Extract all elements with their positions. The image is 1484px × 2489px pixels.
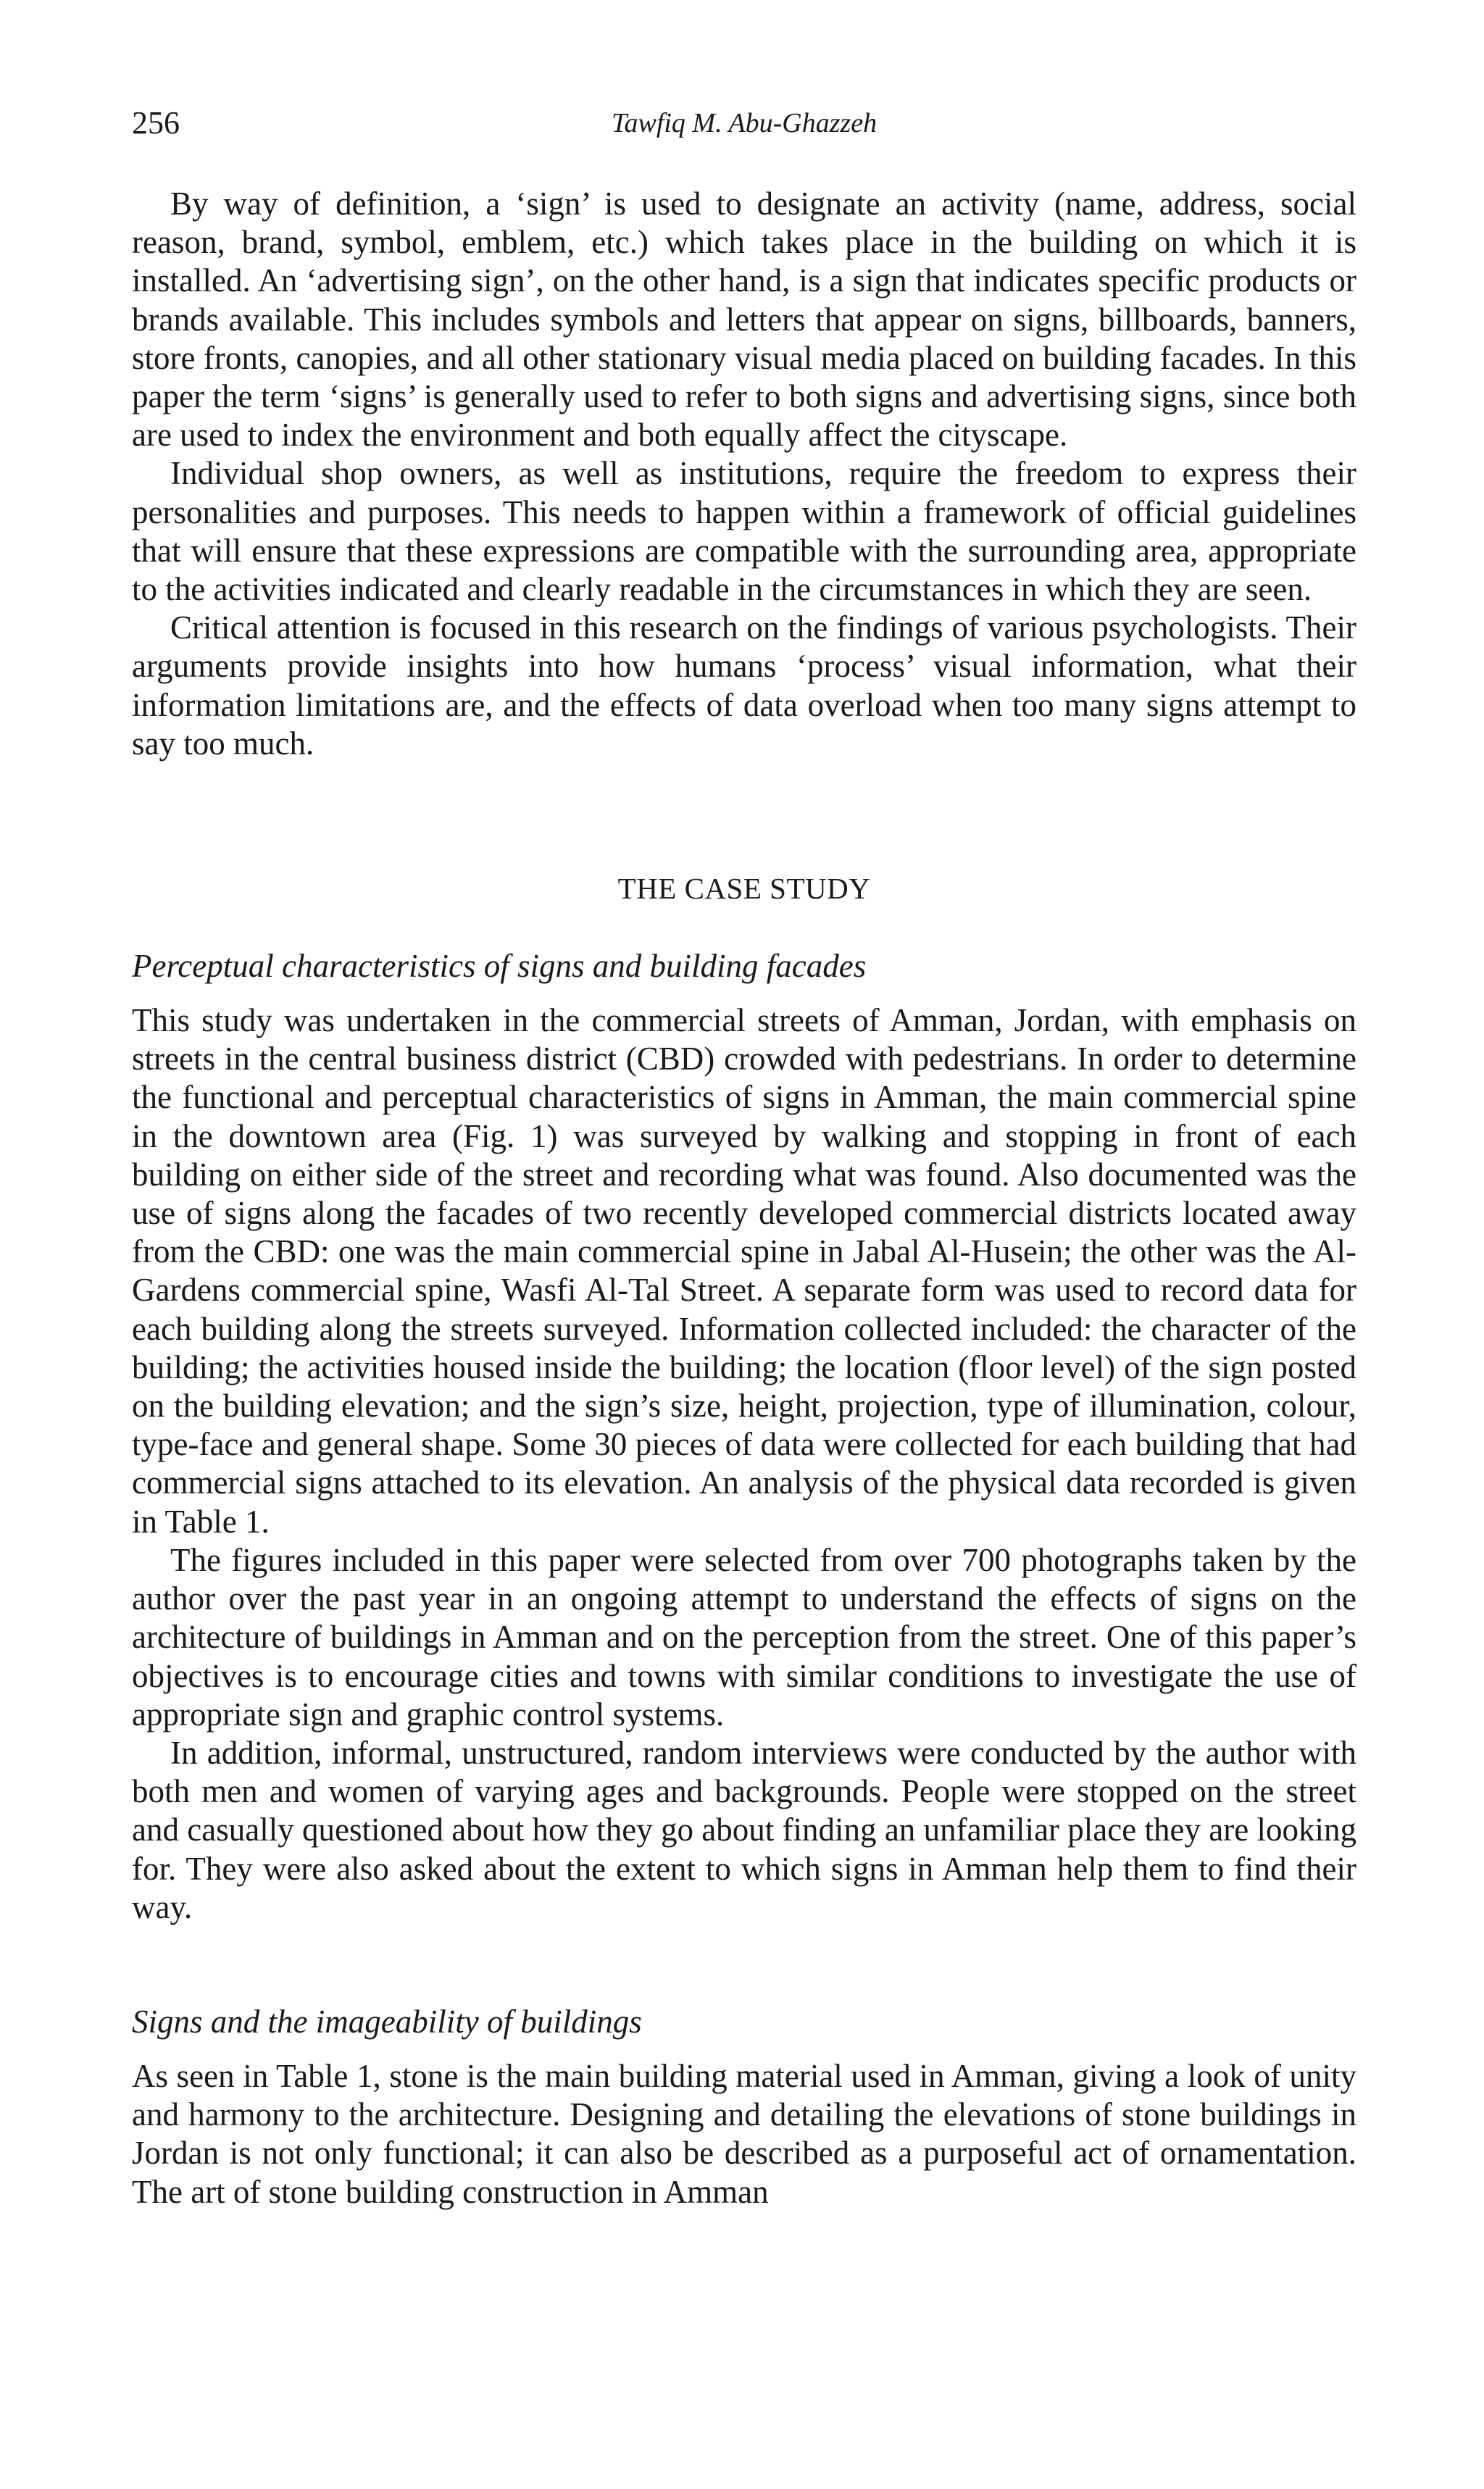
intro-paragraph-definition: By way of definition, a ‘sign’ is used to designate an activity (name, address, social reason, brand, symbol, emblem, etc.) which takes place in the building on which it is installed. An ‘advertising sign’, on the other hand, is a sign that indicates specific products or brands available. This includes symbols and letters that appear on signs, billboards, banners, store fronts, canopies, and all other stationary visual media placed on building facades. In this paper the term ‘signs’ is generally used to refer to both signs and advertising signs, since both are used to index the environment and both equally affect the cityscape. bbox=[132, 185, 1356, 454]
article-body bbox=[132, 185, 1356, 2211]
running-author: Tawfiq M. Abu-Ghazzeh bbox=[611, 108, 878, 138]
intro-paragraph-psychologists: Critical attention is focused in this research on the findings of various psychologists. Their arguments provide insights into how humans ‘process’ visual information, what their information limitations are, and the effects of data overload when too many signs attempt to say too much. bbox=[132, 609, 1356, 762]
case-study-paragraph-survey: This study was undertaken in the commercial streets of Amman, Jordan, with emphasis on streets in the central business district (CBD) crowded with pedestrians. In order to determine the functional and perceptual characteristics of signs in Amman, the main commercial spine in the downtown area (Fig. 1) was surveyed by walking and stopping in front of each building on either side of the street and recording what was found. Also documented was the use of signs along the facades of two recently developed commercial districts located away from the CBD: one was the main commercial spine in Jabal Al-Husein; the other was the Al-Gardens commercial spine, Wasfi Al-Tal Street. A separate form was used to record data for each building along the streets surveyed. Information collected included: the character of the building; the activities housed inside the building; the location (floor level) of the sign posted on the building elevation; and the sign’s size, height, projection, type of illumination, colour, type-face and general shape. Some 30 pieces of data were collected for each building that had commercial signs attached to its elevation. An analysis of the physical data recorded is given in Table 1. bbox=[132, 1002, 1356, 1540]
page-number: 256 bbox=[132, 105, 180, 141]
case-study-paragraph-photographs: The figures included in this paper were selected from over 700 photographs taken by the author over the past year in an ongoing attempt to understand the effects of signs on the architecture of buildings in Amman and on the perception from the street. One of this paper’s objectives is to encourage cities and towns with similar conditions to investigate the use of appropriate sign and graphic control systems. bbox=[132, 1541, 1356, 1733]
intro-paragraph-shop-owners: Individual shop owners, as well as institutions, require the freedom to express their personalities and purposes. This needs to happen within a framework of official guidelines that will ensure that these expressions are compatible with the surrounding area, appropriate to the activities indicated and clearly readable in the circumstances in which they are seen. bbox=[132, 455, 1356, 608]
imageability-paragraph-stone: As seen in Table 1, stone is the main building material used in Amman, giving a look of unity and harmony to the architecture. Designing and detailing the elevations of stone buildings in Jordan is not only functional; it can also be described as a purposeful act of ornamentation. The art of stone building construction in Amman bbox=[132, 2057, 1356, 2210]
section-heading-case-study: THE CASE STUDY bbox=[617, 872, 871, 906]
case-study-paragraph-interviews: In addition, informal, unstructured, random interviews were conducted by the author with both men and women of varying ages and backgrounds. People were stopped on the street and casually questioned about how they go about finding an unfamiliar place they are looking for. They were also asked about the extent to which signs in Amman help them to find their way. bbox=[132, 1734, 1356, 1925]
subsection-heading-perceptual: Perceptual characteristics of signs and building facades bbox=[132, 948, 867, 985]
subsection-heading-imageability: Signs and the imageability of buildings bbox=[132, 2003, 642, 2040]
running-head bbox=[132, 101, 1356, 145]
